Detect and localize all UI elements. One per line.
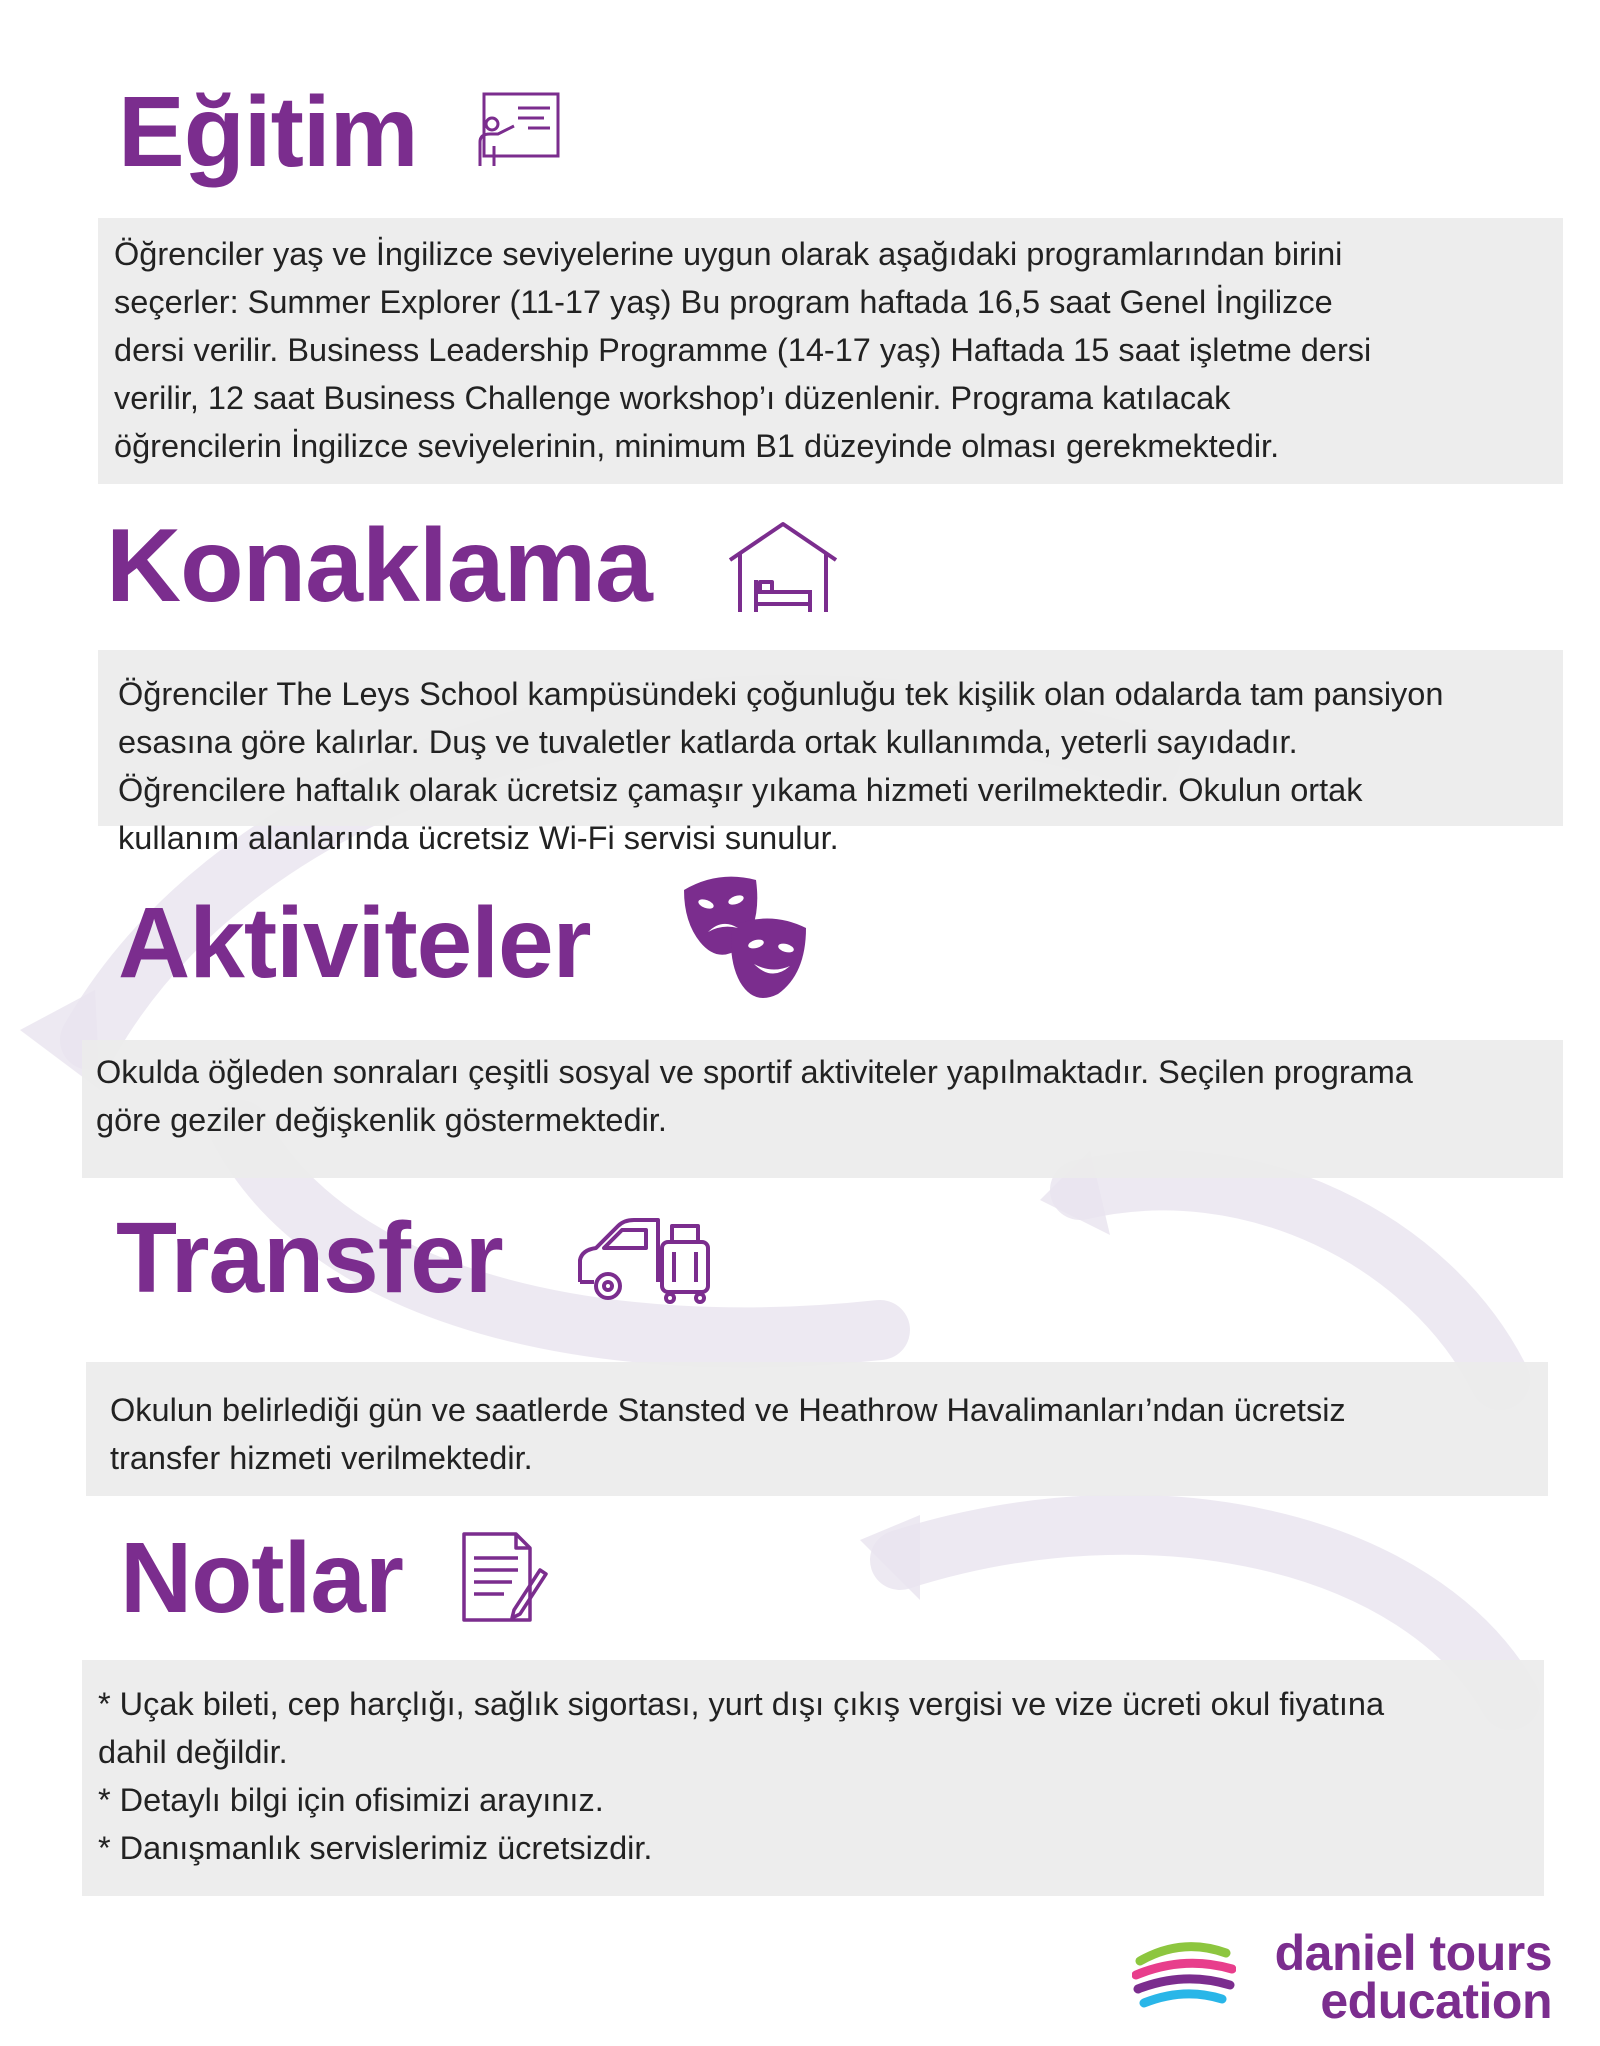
konaklama-line-1: Öğrenciler The Leys School kampüsündeki çoğunluğu tek kişilik olan odalarda tam pansiyon xyxy=(118,676,1444,712)
section-title-notlar: Notlar xyxy=(120,1522,403,1634)
notlar-line-1: * Uçak bileti, cep harçlığı, sağlık sigortası, yurt dışı çıkış vergisi ve vize ücreti okul fiyatına xyxy=(98,1686,1385,1722)
logo-line-1: daniel tours xyxy=(1274,1925,1552,1981)
egitim-line-3: dersi verilir. Business Leadership Programme (14-17 yaş) Haftada 15 saat işletme dersi xyxy=(114,332,1372,368)
egitim-line-4: verilir, 12 saat Business Challenge workshop’ı düzenlenir. Programa katılacak xyxy=(114,380,1231,416)
aktiviteler-line-1: Okulda öğleden sonraları çeşitli sosyal ve sportif aktiviteler yapılmaktadır. Seçilen programa xyxy=(96,1054,1413,1090)
logo-text xyxy=(1240,1925,1552,2029)
section-title-egitim: Eğitim xyxy=(118,76,418,188)
section-title-aktiviteler: Aktiviteler xyxy=(118,887,591,999)
transfer-text-box xyxy=(86,1362,1548,1496)
section-title-konaklama: Konaklama xyxy=(106,508,652,624)
daniel-tours-logo xyxy=(1132,1925,1552,2034)
notlar-line-3: * Detaylı bilgi için ofisimizi arayınız. xyxy=(98,1782,604,1818)
presentation-board-icon xyxy=(470,90,562,168)
aktiviteler-line-2: göre geziler değişkenlik göstermektedir. xyxy=(96,1102,667,1138)
document-pen-icon xyxy=(460,1530,548,1624)
logo-line-2: education xyxy=(1320,1973,1552,2029)
notlar-line-2: dahil değildir. xyxy=(98,1734,288,1770)
egitim-text-box xyxy=(98,218,1563,484)
logo-swirl-icon xyxy=(1132,1935,1236,2019)
egitim-line-1: Öğrenciler yaş ve İngilizce seviyelerine uygun olarak aşağıdaki programlarından birini xyxy=(114,236,1343,272)
car-luggage-icon xyxy=(574,1212,714,1306)
transfer-line-1: Okulun belirlediği gün ve saatlerde Stansted ve Heathrow Havalimanları’ndan ücretsiz xyxy=(110,1392,1346,1428)
section-title-transfer: Transfer xyxy=(116,1202,503,1314)
aktiviteler-text-box xyxy=(82,1040,1563,1178)
transfer-line-2: transfer hizmeti verilmektedir. xyxy=(110,1440,533,1476)
theater-masks-icon xyxy=(678,870,814,1002)
notlar-line-4: * Danışmanlık servislerimiz ücretsizdir. xyxy=(98,1830,653,1866)
konaklama-text-box xyxy=(98,650,1563,856)
house-bed-icon xyxy=(726,520,840,614)
egitim-line-5: öğrencilerin İngilizce seviyelerinin, minimum B1 düzeyinde olması gerekmektedir. xyxy=(114,428,1280,464)
egitim-line-2: seçerler: Summer Explorer (11-17 yaş) Bu program haftada 16,5 saat Genel İngilizce xyxy=(114,284,1333,320)
konaklama-line-2: esasına göre kalırlar. Duş ve tuvaletler katlarda ortak kullanımda, yeterli sayıdadır. xyxy=(118,724,1298,760)
notlar-text-box xyxy=(82,1660,1544,1896)
konaklama-line-4: kullanım alanlarında ücretsiz Wi-Fi servisi sunulur. xyxy=(118,820,839,856)
konaklama-line-3: Öğrencilere haftalık olarak ücretsiz çamaşır yıkama hizmeti verilmektedir. Okulun ortak xyxy=(118,772,1363,808)
